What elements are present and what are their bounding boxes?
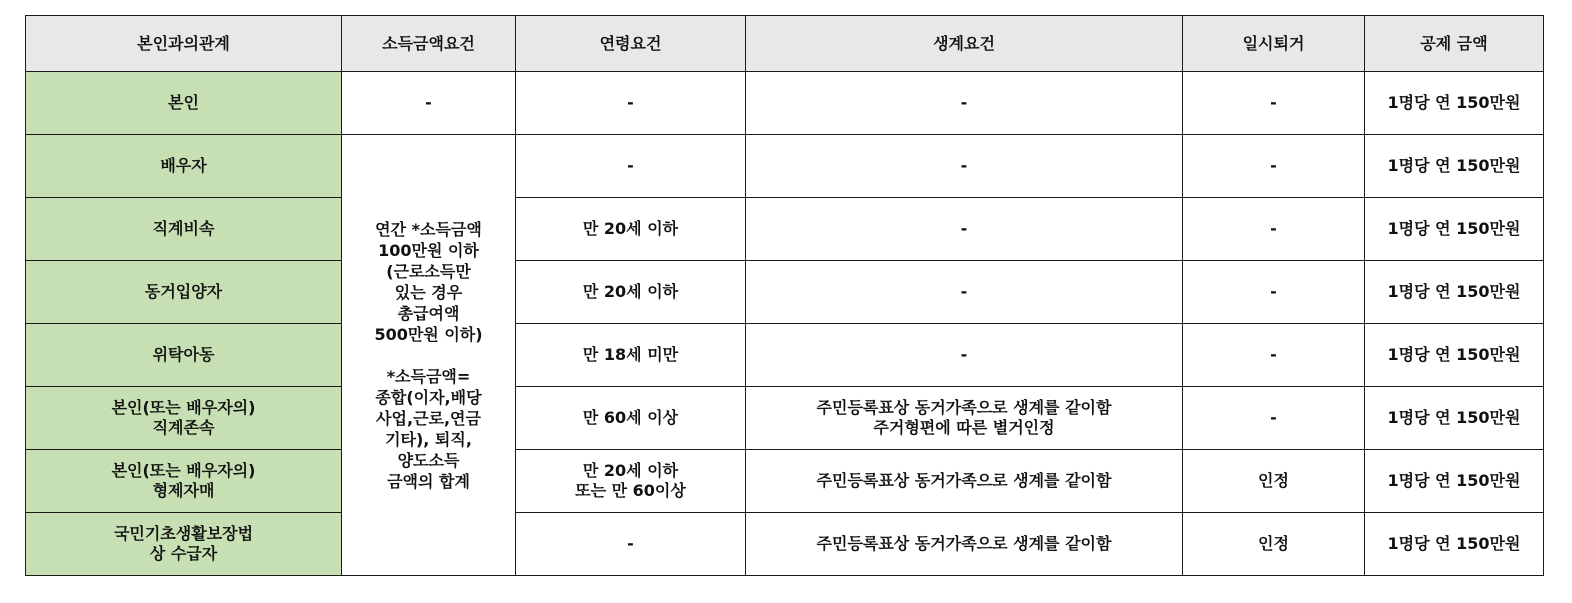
relation-cell: 본인(또는 배우자의) 직계존속 bbox=[26, 387, 342, 450]
table-row bbox=[26, 135, 1544, 198]
age-cell: - bbox=[516, 513, 746, 576]
header-row bbox=[26, 16, 1544, 72]
temp-leave-cell: - bbox=[1183, 72, 1365, 135]
relation-cell: 국민기초생활보장법 상 수급자 bbox=[26, 513, 342, 576]
age-cell: 만 20세 이하 bbox=[516, 261, 746, 324]
livelihood-cell: - bbox=[746, 135, 1183, 198]
deduction-cell: 1명당 연 150만원 bbox=[1365, 387, 1544, 450]
deduction-cell: 1명당 연 150만원 bbox=[1365, 261, 1544, 324]
temp-leave-cell: - bbox=[1183, 261, 1365, 324]
age-cell: 만 20세 이하 bbox=[516, 198, 746, 261]
header-deduction-amount: 공제 금액 bbox=[1365, 16, 1544, 72]
deduction-cell: 1명당 연 150만원 bbox=[1365, 72, 1544, 135]
relation-cell: 본인(또는 배우자의) 형제자매 bbox=[26, 450, 342, 513]
age-cell: - bbox=[516, 135, 746, 198]
table-row bbox=[26, 261, 1544, 324]
header-income-requirement: 소득금액요건 bbox=[342, 16, 516, 72]
relation-cell: 위탁아동 bbox=[26, 324, 342, 387]
dependent-deduction-table bbox=[25, 15, 1544, 576]
age-cell: 만 18세 미만 bbox=[516, 324, 746, 387]
deduction-cell: 1명당 연 150만원 bbox=[1365, 198, 1544, 261]
temp-leave-cell: - bbox=[1183, 387, 1365, 450]
deduction-table-container bbox=[25, 15, 1544, 576]
livelihood-cell: - bbox=[746, 72, 1183, 135]
relation-cell: 배우자 bbox=[26, 135, 342, 198]
livelihood-cell: - bbox=[746, 261, 1183, 324]
relation-cell: 본인 bbox=[26, 72, 342, 135]
income-requirement-merged-cell: 연간 *소득금액 100만원 이하 (근로소득만 있는 경우 총급여액 500만원 이하) *소득금액= 종합(이자,배당 사업,근로,연금 기타), 퇴직, 양도소득 금액의 합계 bbox=[342, 135, 516, 576]
relation-cell: 동거입양자 bbox=[26, 261, 342, 324]
header-livelihood-requirement: 생계요건 bbox=[746, 16, 1183, 72]
temp-leave-cell: - bbox=[1183, 135, 1365, 198]
relation-cell: 직계비속 bbox=[26, 198, 342, 261]
table-row bbox=[26, 198, 1544, 261]
livelihood-cell: - bbox=[746, 198, 1183, 261]
header-temporary-leave: 일시퇴거 bbox=[1183, 16, 1365, 72]
temp-leave-cell: - bbox=[1183, 198, 1365, 261]
table-row bbox=[26, 513, 1544, 576]
table-row bbox=[26, 387, 1544, 450]
deduction-cell: 1명당 연 150만원 bbox=[1365, 450, 1544, 513]
deduction-cell: 1명당 연 150만원 bbox=[1365, 324, 1544, 387]
table-row bbox=[26, 450, 1544, 513]
livelihood-cell: 주민등록표상 동거가족으로 생계를 같이함 주거형편에 따른 별거인정 bbox=[746, 387, 1183, 450]
age-cell: - bbox=[516, 72, 746, 135]
age-cell: 만 20세 이하 또는 만 60이상 bbox=[516, 450, 746, 513]
livelihood-cell: 주민등록표상 동거가족으로 생계를 같이함 bbox=[746, 450, 1183, 513]
header-relation: 본인과의관계 bbox=[26, 16, 342, 72]
livelihood-cell: 주민등록표상 동거가족으로 생계를 같이함 bbox=[746, 513, 1183, 576]
income-cell: - bbox=[342, 72, 516, 135]
deduction-cell: 1명당 연 150만원 bbox=[1365, 135, 1544, 198]
temp-leave-cell: - bbox=[1183, 324, 1365, 387]
temp-leave-cell: 인정 bbox=[1183, 513, 1365, 576]
temp-leave-cell: 인정 bbox=[1183, 450, 1365, 513]
table-row bbox=[26, 72, 1544, 135]
table-row bbox=[26, 324, 1544, 387]
age-cell: 만 60세 이상 bbox=[516, 387, 746, 450]
livelihood-cell: - bbox=[746, 324, 1183, 387]
header-age-requirement: 연령요건 bbox=[516, 16, 746, 72]
deduction-cell: 1명당 연 150만원 bbox=[1365, 513, 1544, 576]
